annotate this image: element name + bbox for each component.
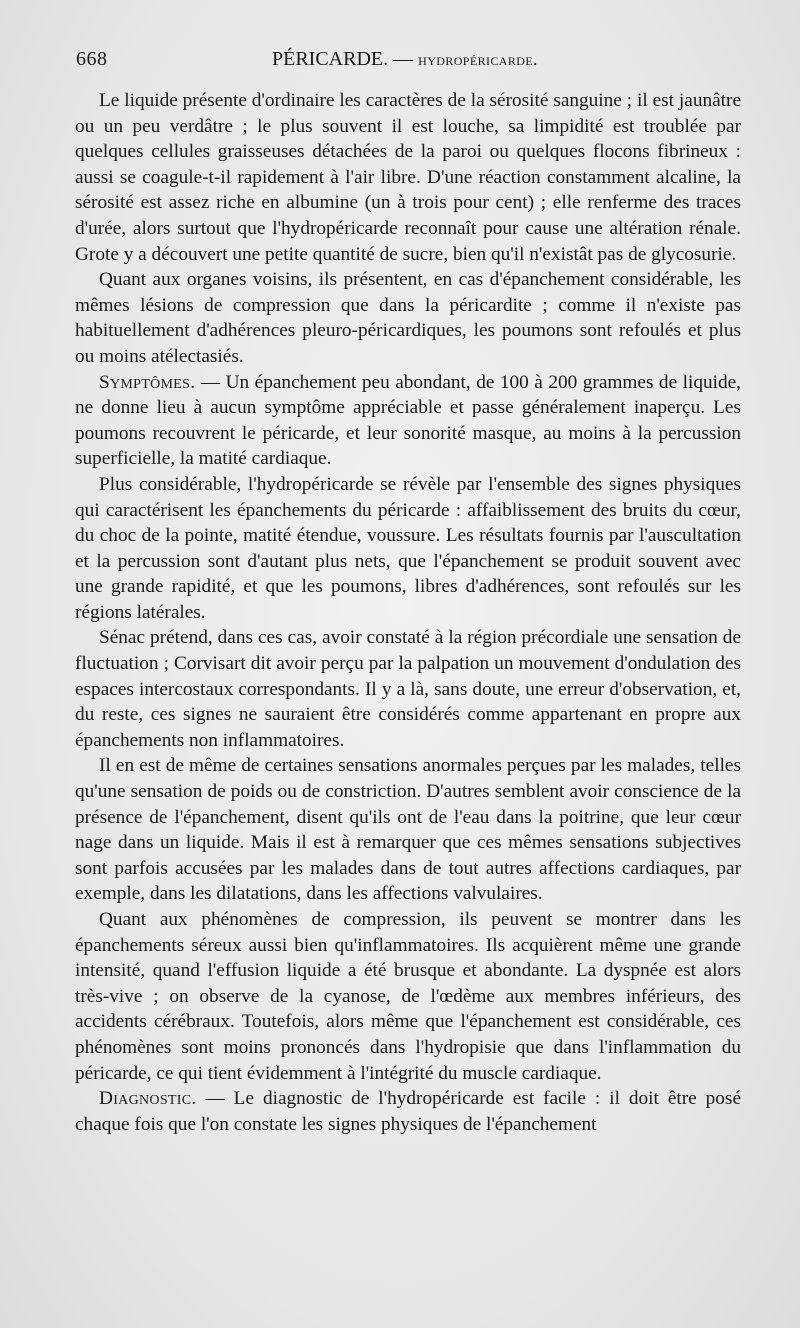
page-header [76,48,740,76]
page-body [75,88,741,1137]
paragraph-plus-considerable: Plus considérable, l'hydropéricarde se révèle par l'ensemble des signes physiques qui caractérisent les épanchements du péricarde : affaiblissement des bruits du cœur, du choc de la pointe, matité étendue, voussure. Les résultats fournis par l'auscultation et la percussion sont d'autant plus nets, que l'épanchement se produit souvent avec une grande rapidité, et que les poumons, libres d'adhérences, sont refoulés sur les régions latérales. [75,473,741,623]
running-head-dash: — [388,48,419,70]
running-head [272,48,538,71]
paragraph-compression: Quant aux phénomènes de compression, ils peuvent se montrer dans les épanchements séreux aussi bien qu'inflammatoires. Ils acquièrent même une grande intensité, quand l'effusion liquide a été brusque et abondante. La dyspnée est alors très-vive ; on observe de la cyanose, de l'œdème aux membres inférieurs, des accidents cérébraux. Toutefois, alors même que l'épanchement est considérable, ces phénomènes sont moins prononcés dans l'hydropisie que dans l'inflammation du péricarde, ce qui tient évidemment à l'intégrité du muscle cardiaque. [75,909,741,1084]
paragraph-senac: Sénac prétend, dans ces cas, avoir constaté à la région précordiale une sensation de fluctuation ; Corvisart dit avoir perçu par la palpation un mouvement d'ondulation des espaces intercostaux correspondants. Il y a là, sans doute, une erreur d'observation, et, du reste, ces signes ne sauraient être considérés comme appartenant en propre aux épanchements non inflammatoires. [75,627,741,751]
paragraph-diagnostic [75,1086,741,1137]
paragraph-symptomes-text: — Un épanchement peu abondant, de 100 à 200 grammes de liquide, ne donne lieu à aucun symptôme appréciable et passe généralement inaperçu. Les poumons recouvrent le péricarde, et leur sonorité masque, au moins à la percussion superficielle, la matité cardiaque. [75,371,741,470]
paragraph-diagnostic-text: — Le diagnostic de l'hydropéricarde est facile : il doit être posé chaque fois que l'on constate les signes physiques de l'épanchement [75,1088,741,1135]
page-number: 668 [76,48,108,70]
paragraph-organes-voisins: Quant aux organes voisins, ils présentent, en cas d'épanchement considérable, les mêmes lésions de compression que dans la péricardite ; comme il n'existe pas habituellement d'adhérences pleuro-péricardiques, les poumons sont refoulés et plus ou moins atélectasiés. [75,269,741,367]
section-heading-symptomes: Symptômes. [99,371,196,393]
paragraph-sensations: Il en est de même de certaines sensations anormales perçues par les malades, telles qu'une sensation de poids ou de constriction. D'autres semblent avoir conscience de la présence de l'épanchement, disent qu'ils ont de l'eau dans la poitrine, que leur cœur nage dans un liquide. Mais il est à remarquer que ces mêmes sensations subjectives sont parfois accusées par les malades dans de tout autres affections cardiaques, par exemple, dans les dilatations, dans les affections valvulaires. [75,755,741,905]
paragraph-liquide: Le liquide présente d'ordinaire les caractères de la sérosité sanguine ; il est jaunâtre ou un peu verdâtre ; le plus souvent il est louche, sa limpidité est troublée par quelques cellules graisseuses détachées de la paroi ou quelques flocons fibrineux : aussi se coagule-t-il rapidement à l'air libre. D'une réaction constamment alcaline, la sérosité est assez riche en albumine (un à trois pour cent) ; elle renferme des traces d'urée, alors surtout que l'hydropéricarde reconnaît pour cause une altération rénale. Grote y a découvert une petite quantité de sucre, bien qu'il n'existât pas de glycosurie. [75,90,741,265]
running-head-subtitle: hydropéricarde. [418,50,538,69]
section-heading-diagnostic: Diagnostic. [99,1088,197,1110]
running-head-title: PÉRICARDE. [272,48,389,70]
paragraph-symptomes [75,370,741,472]
